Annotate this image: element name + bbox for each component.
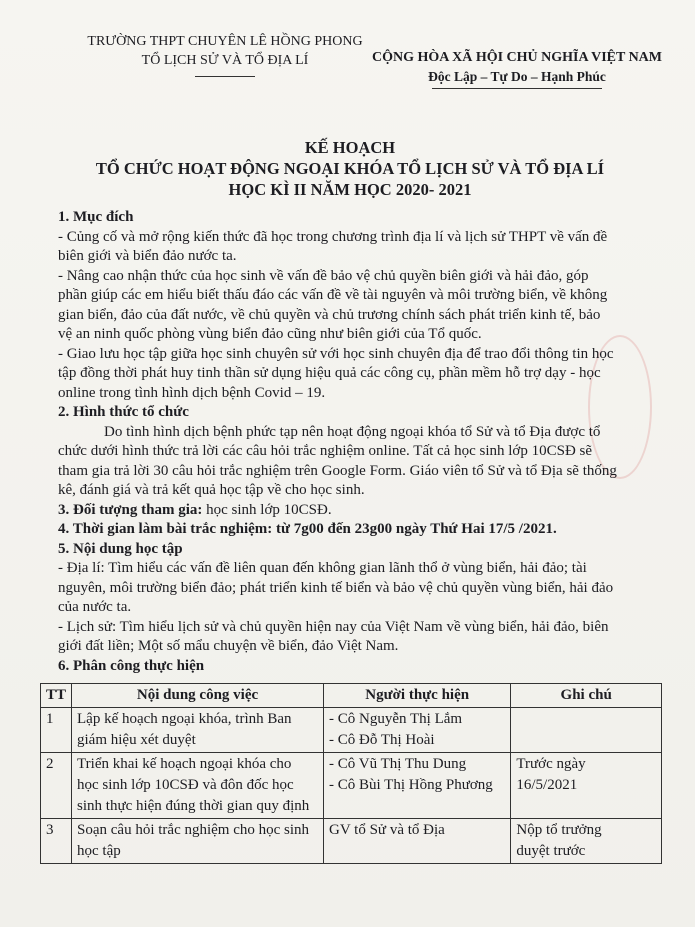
section-2-heading: 2. Hình thức tổ chức bbox=[58, 404, 189, 420]
row-1-task-line-1: Lập kế hoạch ngoại khóa, trình Ban bbox=[77, 711, 292, 727]
header-left-underline bbox=[195, 76, 255, 77]
row-1-tt: 1 bbox=[41, 708, 72, 753]
section-2-paragraph: Do tình hình dịch bệnh phức tạp nên hoạt động ngoại khóa tổ Sử và tổ Địa được tổ chức dưới hình thức trả lời các câu hỏi trắc nghiệm online. Tất cả học sinh lớp 10CSĐ sẽ tham gia trả lời 30 câu hỏi trắc nghiệm trên Google Form. Giáo viên tổ Sử và tổ Địa sẽ thống kê, đánh giá và trả kết quả học tập về cho học sinh. bbox=[58, 423, 617, 498]
school-name: TRƯỜNG THPT CHUYÊN LÊ HỒNG PHONG bbox=[87, 34, 363, 49]
row-3-person-1: GV tổ Sử và tổ Địa bbox=[329, 822, 445, 838]
row-1-task bbox=[72, 708, 324, 753]
row-2-task bbox=[72, 753, 324, 819]
row-2-tt: 2 bbox=[41, 753, 72, 819]
header-right bbox=[352, 48, 682, 89]
header-people: Người thực hiện bbox=[324, 684, 511, 708]
country-name: CỘNG HÒA XÃ HỘI CHỦ NGHĨA VIỆT NAM bbox=[371, 50, 662, 65]
table-header-row bbox=[41, 684, 662, 708]
section-5-heading: 5. Nội dung học tập bbox=[58, 540, 183, 557]
document-title bbox=[60, 137, 640, 200]
section-4-label: 4. Thời gian làm bài trắc nghiệm: bbox=[58, 521, 273, 537]
section-4-line bbox=[58, 520, 618, 540]
row-1-person-2: - Cô Đỗ Thị Hoài bbox=[329, 732, 435, 748]
section-6-heading: 6. Phân công thực hiện bbox=[58, 657, 205, 674]
header-tt: TT bbox=[41, 684, 72, 708]
row-2-person-1: - Cô Vũ Thị Thu Dung bbox=[329, 756, 467, 772]
row-3-task-line-2: học tập bbox=[77, 843, 121, 859]
section-5-paragraph-2: - Lịch sử: Tìm hiểu lịch sử và chủ quyền hiện nay của Việt Nam về vùng biển, hải đảo, biên giới đất liền; Một số mẩu chuyện về biển, đảo Việt Nam. bbox=[58, 618, 609, 654]
row-2-note bbox=[511, 753, 662, 819]
section-4-value: từ 7g00 đến 23g00 ngày Thứ Hai 17/5 /2021. bbox=[276, 521, 557, 537]
table-row bbox=[41, 753, 662, 819]
title-line-1: KẾ HOẠCH bbox=[304, 138, 396, 157]
header-task: Nội dung công việc bbox=[72, 684, 324, 708]
assignment-table bbox=[40, 683, 662, 864]
row-1-person-1: - Cô Nguyễn Thị Lắm bbox=[329, 711, 463, 727]
row-1-people bbox=[324, 708, 511, 753]
department-name: TỔ LỊCH SỬ VÀ TỔ ĐỊA LÍ bbox=[141, 53, 309, 68]
section-1-heading: 1. Mục đích bbox=[58, 209, 134, 225]
title-line-3: HỌC KÌ II NĂM HỌC 2020- 2021 bbox=[228, 180, 472, 199]
section-3-line bbox=[58, 501, 618, 521]
section-1-paragraph-1: - Củng cố và mở rộng kiến thức đã học trong chương trình địa lí và lịch sử THPT về vấn đề biên giới và biển đảo nước ta. bbox=[58, 228, 608, 264]
row-2-task-line-3: sinh thực hiện đúng thời gian quy định bbox=[77, 798, 310, 814]
row-3-note bbox=[511, 819, 662, 864]
document-body bbox=[58, 208, 618, 676]
row-1-task-line-2: giám hiệu xét duyệt bbox=[77, 732, 196, 748]
row-3-note-line-2: duyệt trước bbox=[516, 843, 586, 859]
row-2-people bbox=[324, 753, 511, 819]
section-1-paragraph-2: - Nâng cao nhận thức của học sinh về vấn đề bảo vệ chủ quyền biên giới và hải đảo, góp phần giúp các em hiểu biết thấu đáo các vấn đề về tài nguyên và môi trường biển, về không gian biển, đảo của đất nước, về chủ quyền và chủ trương chính sách phát triển kinh tế, bảo vệ an ninh quốc phòng vùng biển đảo cũng như biên giới của Tổ quốc. bbox=[58, 267, 608, 342]
row-3-task bbox=[72, 819, 324, 864]
title-line-2: TỔ CHỨC HOẠT ĐỘNG NGOẠI KHÓA TỔ LỊCH SỬ VÀ TỔ ĐỊA LÍ bbox=[95, 159, 605, 178]
header-note: Ghi chú bbox=[511, 684, 662, 708]
table-row bbox=[41, 708, 662, 753]
national-motto: Độc Lập – Tự Do – Hạnh Phúc bbox=[428, 69, 606, 84]
section-3-label: 3. Đối tượng tham gia: bbox=[58, 501, 203, 518]
row-3-tt: 3 bbox=[41, 819, 72, 864]
table-row bbox=[41, 819, 662, 864]
row-2-note-line-1: Trước ngày bbox=[516, 756, 586, 772]
row-3-note-line-1: Nộp tổ trưởng bbox=[516, 822, 602, 838]
row-2-note-line-2: 16/5/2021 bbox=[516, 777, 578, 793]
row-2-person-2: - Cô Bùi Thị Hồng Phương bbox=[329, 777, 493, 793]
row-2-task-line-1: Triển khai kế hoạch ngoại khóa cho bbox=[77, 756, 292, 772]
header-right-underline bbox=[432, 88, 602, 89]
row-1-note bbox=[511, 708, 662, 753]
row-3-people bbox=[324, 819, 511, 864]
row-2-task-line-2: học sinh lớp 10CSĐ và đôn đốc học bbox=[77, 777, 294, 793]
row-3-task-line-1: Soạn câu hỏi trắc nghiệm cho học sinh bbox=[77, 822, 310, 838]
section-5-paragraph-1: - Địa lí: Tìm hiểu các vấn đề liên quan đến không gian lãnh thổ ở vùng biển, hải đảo; tài nguyên, môi trường biển đảo; phát triển kinh tế biển và bảo vệ chủ quyền vùng biển, hải đảo của nước ta. bbox=[58, 560, 614, 615]
header-left bbox=[80, 32, 370, 77]
section-3-value: học sinh lớp 10CSĐ. bbox=[206, 501, 332, 518]
section-1-paragraph-3: - Giao lưu học tập giữa học sinh chuyên sử với học sinh chuyên địa để trao đổi thông tin học tập đồng thời phát huy tinh thần sử dụng hiệu quả các công cụ, phần mềm hỗ trợ dạy - học online trong tình hình dịch bệnh Covid – 19. bbox=[58, 345, 614, 401]
